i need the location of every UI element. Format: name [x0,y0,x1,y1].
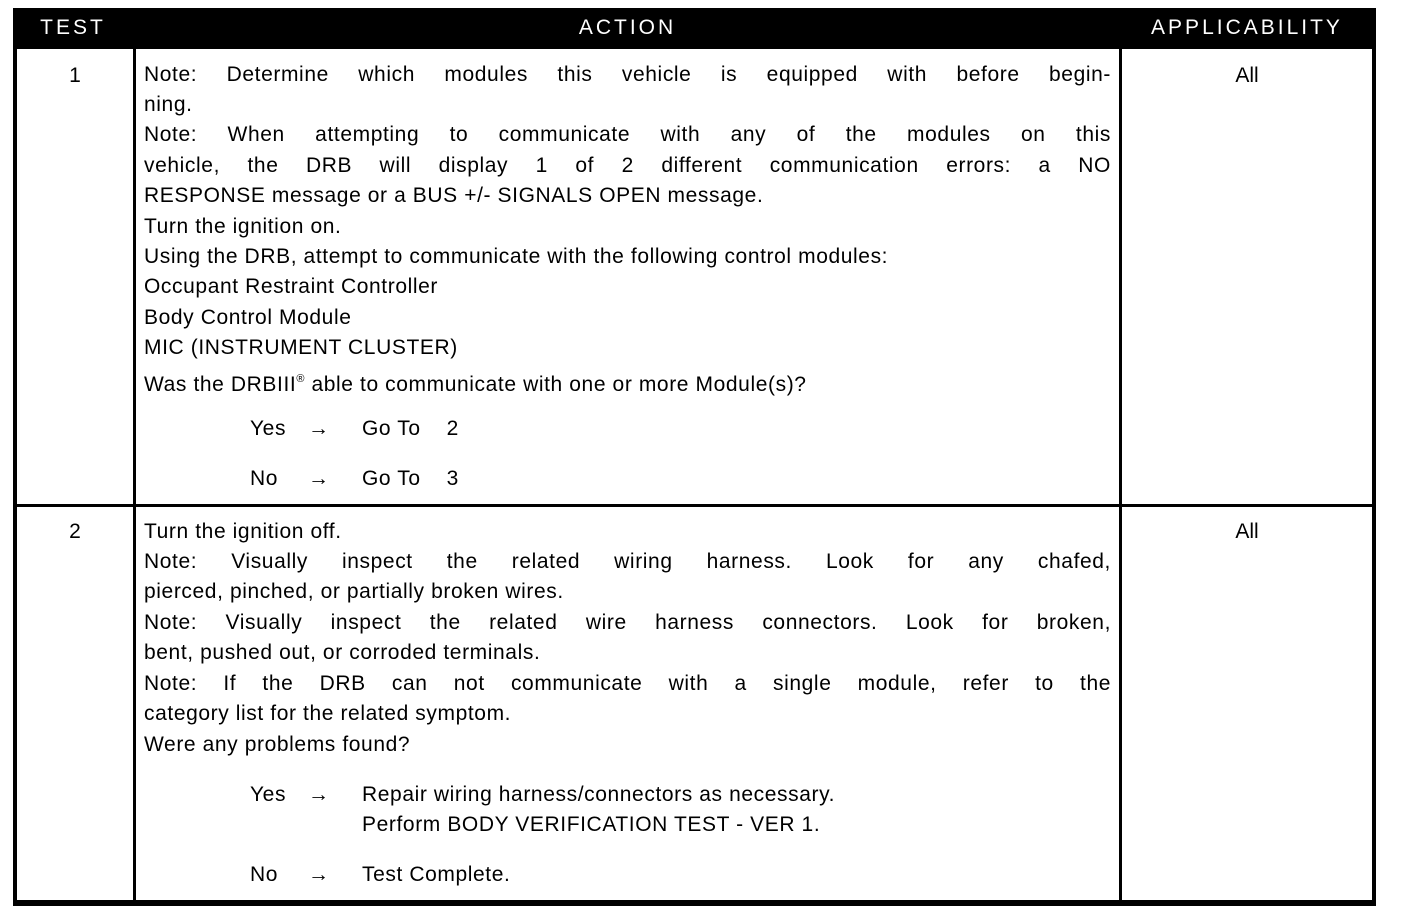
response-text: Repair wiring harness/connectors as necessary. [362,783,836,806]
goto-label: Go To [362,467,421,490]
header-action: ACTION [578,16,677,39]
row-1-action [136,49,1119,504]
diagnostic-table [13,8,1376,906]
action-line: pierced, pinched, or partially broken wires. [144,580,564,603]
answer-label: No [250,863,279,886]
action-line: Note: Visually inspect the related wire harness connectors. Look for broken, [144,611,1111,634]
response-text: Perform BODY VERIFICATION TEST - VER 1. [362,813,821,836]
row-1-test-number [17,49,133,504]
response-no [250,464,459,494]
answer-label: No [250,467,279,490]
arrow-icon: → [308,783,330,806]
registered-mark: ® [296,373,306,385]
response-no [250,860,510,890]
action-line: Turn the ignition on. [144,215,342,238]
action-line: Turn the ignition off. [144,520,342,543]
action-line: vehicle, the DRB will display 1 of 2 different communication errors: a NO [144,154,1111,177]
response-text: Test Complete. [362,863,511,886]
action-line: Body Control Module [144,306,352,329]
arrow-icon: → [308,417,330,440]
question-line [144,364,1111,400]
test-number: 2 [69,520,81,543]
response-yes [250,780,835,810]
action-line: MIC (INSTRUMENT CLUSTER) [144,336,458,359]
header-test: TEST [40,16,106,39]
action-line: ning. [144,93,193,116]
action-line: bent, pushed out, or corroded terminals. [144,641,541,664]
row-1-applicability [1122,49,1372,504]
action-line: RESPONSE message or a BUS +/- SIGNALS OPEN message. [144,184,764,207]
arrow-icon: → [308,467,330,490]
answer-label: Yes [250,417,287,440]
arrow-icon: → [308,863,330,886]
action-line: category list for the related symptom. [144,702,512,725]
response-yes-continued [362,810,820,840]
action-line: Note: Determine which modules this vehicle is equipped with before begin- [144,63,1111,86]
action-line: Using the DRB, attempt to communicate with the following control modules: [144,245,889,268]
action-line: Note: If the DRB can not communicate with a single module, refer to the [144,672,1111,695]
action-line: Note: When attempting to communicate with any of the modules on this [144,123,1111,146]
action-line: Were any problems found? [144,733,411,756]
response-yes [250,414,459,444]
action-line: Note: Visually inspect the related wiring harness. Look for any chafed, [144,550,1111,573]
goto-number: 2 [446,417,459,440]
goto-label: Go To [362,417,421,440]
row-2-applicability [1122,507,1372,900]
question-text: able to communicate with one or more Module(s)? [305,373,807,396]
test-number: 1 [69,64,81,87]
row-2-test-number [17,507,133,900]
question-text: Was the DRBIII [144,373,297,396]
answer-label: Yes [250,783,287,806]
header-applicability: APPLICABILITY [1151,16,1343,39]
action-line: Occupant Restraint Controller [144,275,439,298]
row-2-action [136,507,1119,900]
goto-number: 3 [446,467,459,490]
applicability-value: All [1235,520,1259,543]
applicability-value: All [1235,64,1259,87]
